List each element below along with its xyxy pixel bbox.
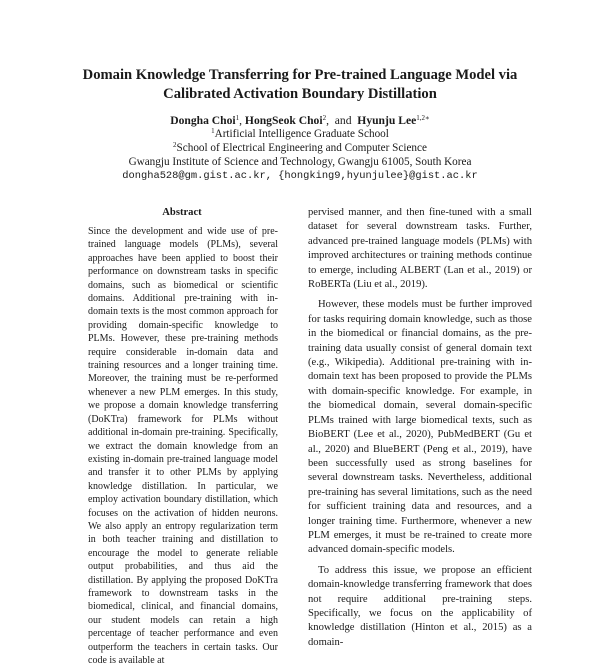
affiliation-sup: 2 [173,141,177,149]
paper-title-line-1: Domain Knowledge Transferring for Pre-trained Language Model via [82,67,518,83]
abstract-column [88,225,278,667]
body-paragraph: To address this issue, we propose an efficient domain-knowledge transferring framework that does not require additional pre-training steps. Specifically, we focus on the applicability of knowledge distillation (Hinton et al., 2015) as a domain- [308,564,532,648]
abstract-text: Since the development and wide use of pre-trained language models (PLMs), several approaches have been applied to boost their performance on downstream tasks in specific domains, such as biomedical or scientific domains. Additional pre-training with in-domain texts is the most common approach for providing domain-specific knowledge to PLMs. However, these pre-training methods require considerable in-domain data and training resources and a longer training time. Moreover, the training must be re-performed whenever a new PLM emerges. In this study, we propose a domain knowledge transferring (DoKTra) framework for PLMs without additional in-domain pre-training. Specifically, we extract the domain knowledge from an existing in-domain pre-trained language model and transfer it to other PLMs by applying knowledge distillation. In particular, we employ activation boundary distillation, which focuses on the activation of hidden neurons. We also apply an entropy regularization term in both teacher training and distillation to encourage the model to generate reliable output probabilities, and thus aid the distillation. By applying the proposed DoKTra framework to downstream tasks in the biomedical, clinical, and financial domains, our student models can retain a high percentage of teacher performance and even outperform the teachers in certain tasks. Our code is available at [88,226,278,666]
body-paragraph: However, these models must be further improved for tasks requiring domain knowledge, such as those in the biomedical or financial domains, as the pre-training data usually consist of general domain text (e.g., Wikipedia). Additional pre-training with in-domain text has been proposed to provide the PLMs with domain-specific knowledge. For example, in the biomedical domain, several domain-specific PLMs trained with large biomedical texts, such as BioBERT (Lee et al., 2020), PubMedBERT (Gu et al., 2020) and BlueBERT (Peng et al., 2019), have been successfully used as strong baselines for several downstream tasks. Nevertheless, additional pre-training has several limitations, such as the need for sufficient training data and resources, and a longer training time. Furthermore, whenever a new PLM emerges, it must be re-trained to create more advanced domain-specific models. [308,299,532,556]
author-sup: 1 [235,114,240,122]
abstract-heading: Abstract [162,207,202,218]
author-list [40,113,560,128]
author-separator: , [239,114,245,127]
right-column [308,206,532,650]
author-name: Dongha Choi [170,114,236,127]
author-separator: , and [326,114,358,127]
author-name: HongSeok Choi [244,114,323,127]
affiliation-text: Artificial Intelligence Graduate School [214,128,389,140]
affiliation-text: Gwangju Institute of Science and Technology, Gwangju 61005, South Korea [128,156,472,168]
affiliation [40,141,560,156]
affiliation [40,155,560,170]
author-sup: 2 [322,114,327,122]
affiliation-sup: 1 [211,127,215,135]
affiliation [40,127,560,142]
paper-title-line-2: Calibrated Activation Boundary Distillation [163,86,437,102]
author-name: Hyunju Lee [357,114,417,127]
author-email: dongha528@gm.gist.ac.kr, {hongking9,hyunjulee}@gist.ac.kr [122,170,478,182]
affiliation-text: School of Electrical Engineering and Computer Science [176,142,427,154]
body-paragraph: pervised manner, and then fine-tuned with a small dataset for several downstream tasks. Further, advanced pre-trained language models (PLMs) with improved architectures or training methods continue to emerge, including ALBERT (Lan et al., 2019) or RoBERTa (Liu et al., 2019). [308,207,532,291]
author-sup: 1,2∗ [416,114,430,122]
